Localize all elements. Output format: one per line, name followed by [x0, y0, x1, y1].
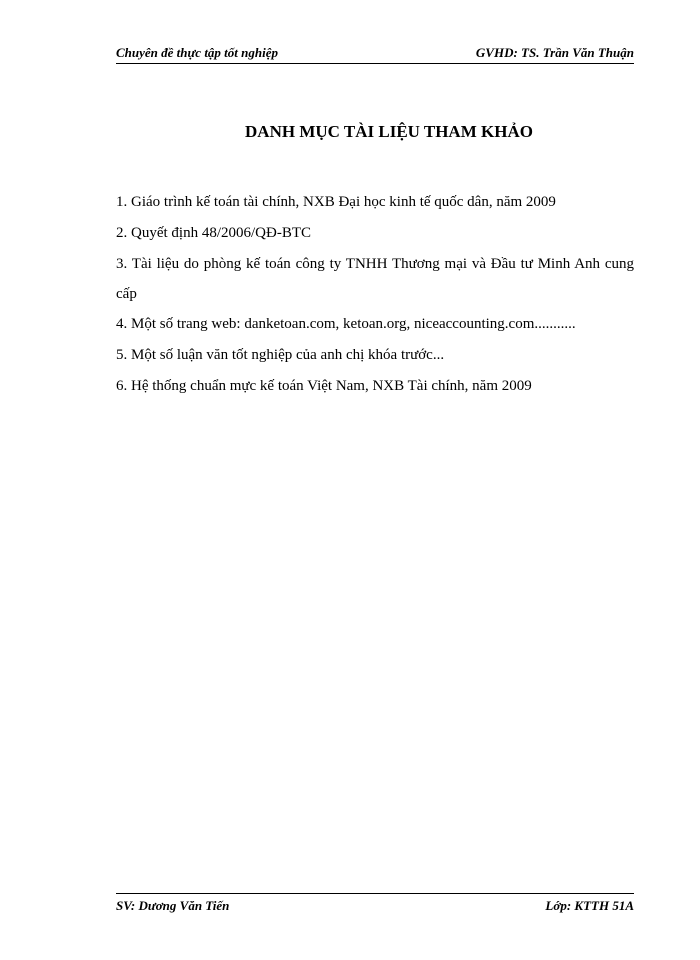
- page-title: DANH MỤC TÀI LIỆU THAM KHẢO: [245, 122, 533, 141]
- reference-item: 4. Một số trang web: danketoan.com, ketoan.org, niceaccounting.com...........: [116, 316, 576, 332]
- header-topic: Chuyên đề thực tập tốt nghiệp: [116, 45, 278, 60]
- footer-class: Lớp: KTTH 51A: [545, 898, 634, 913]
- header-supervisor: GVHD: TS. Trần Văn Thuận: [475, 45, 634, 60]
- reference-item: 3. Tài liệu do phòng kế toán công ty TNHH Thương mại và Đầu tư Minh Anh cung cấp: [116, 256, 634, 302]
- reference-list: [116, 187, 634, 402]
- reference-item: 1. Giáo trình kế toán tài chính, NXB Đại học kinh tế quốc dân, năm 2009: [116, 194, 556, 210]
- page-header: [116, 45, 634, 64]
- reference-item: 5. Một số luận văn tốt nghiệp của anh chị khóa trước...: [116, 347, 445, 363]
- reference-item: 6. Hệ thống chuẩn mực kế toán Việt Nam, NXB Tài chính, năm 2009: [116, 378, 532, 394]
- footer-student: SV: Dương Văn Tiến: [116, 898, 230, 913]
- reference-item: 2. Quyết định 48/2006/QĐ-BTC: [116, 225, 311, 241]
- page-footer: [116, 893, 634, 916]
